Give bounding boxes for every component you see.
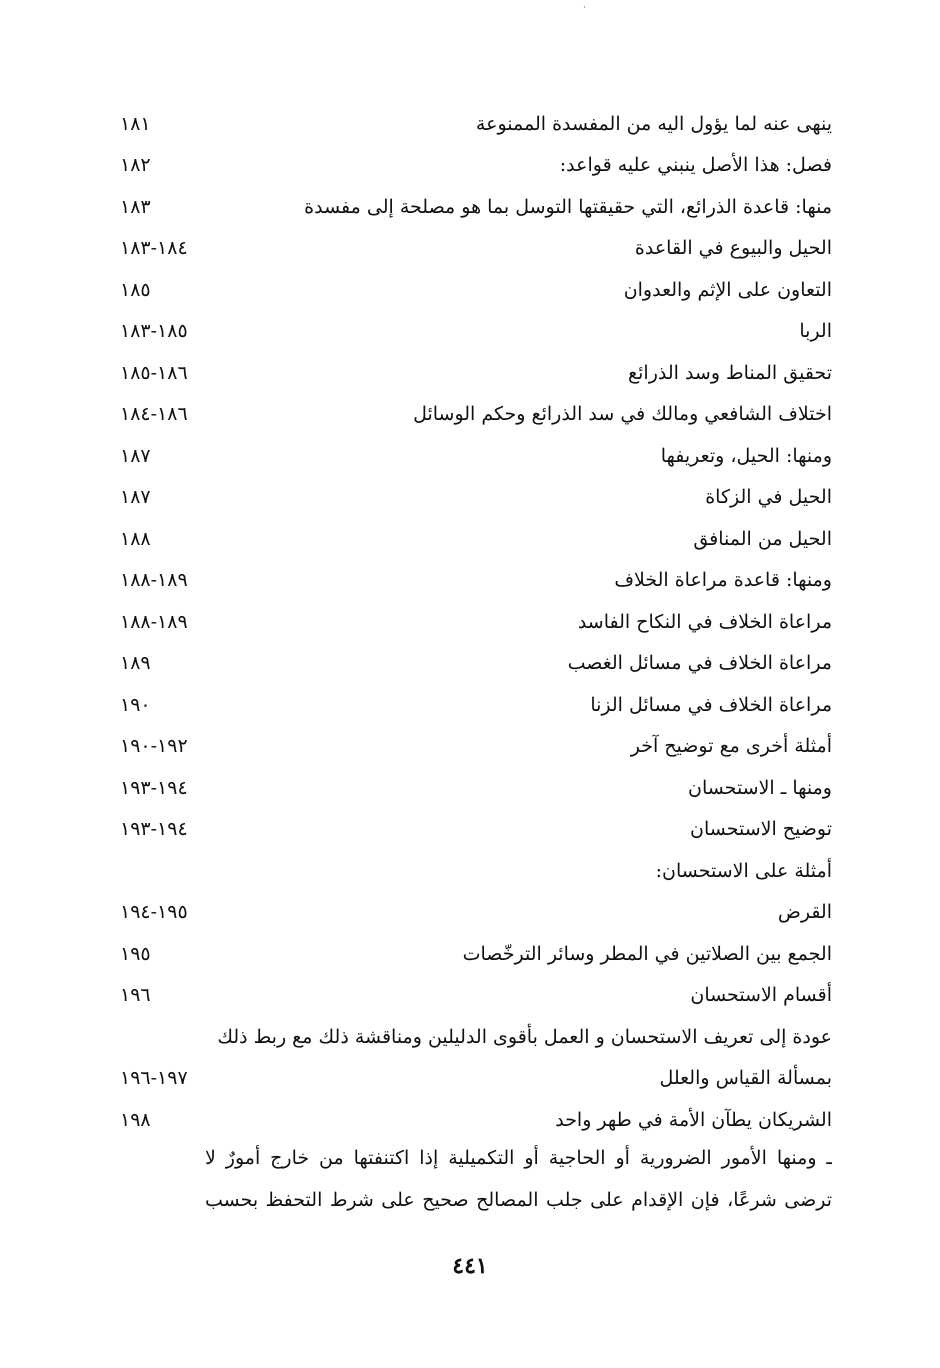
toc-entry-pages: ١٩٦ bbox=[120, 984, 151, 1007]
toc-entry-title: فصل: هذا الأصل ينبني عليه قواعد: bbox=[559, 154, 832, 177]
toc-entry-title: مراعاة الخلاف في مسائل الزنا bbox=[590, 693, 832, 716]
toc-entry-pages: ١٩٤-١٩٣ bbox=[120, 818, 188, 841]
toc-entry bbox=[120, 394, 832, 436]
toc-entry-title: مراعاة الخلاف في النكاح الفاسد bbox=[577, 610, 832, 633]
toc-entry-title: الربا bbox=[799, 320, 832, 343]
toc-entry-pages: ١٨١ bbox=[120, 112, 151, 135]
toc-entry bbox=[120, 352, 832, 394]
toc-entry-title: عودة إلى تعريف الاستحسان و العمل بأقوى الدليلين ومناقشة ذلك مع ربط ذلك bbox=[217, 1025, 832, 1048]
toc-entry bbox=[120, 1099, 832, 1141]
toc-entry-title: تحقيق المناط وسد الذرائع bbox=[628, 361, 832, 384]
toc-entry bbox=[120, 601, 832, 643]
toc-entry-pages: ١٨٩ bbox=[120, 652, 151, 675]
toc-entry bbox=[120, 933, 832, 975]
toc-entry-title: منها: قاعدة الذرائع، التي حقيقتها التوسل بما هو مصلحة إلى مفسدة bbox=[304, 195, 832, 218]
page-number: ٤٤١ bbox=[452, 1253, 488, 1279]
toc-entry-title: أقسام الاستحسان bbox=[690, 984, 832, 1007]
toc-entry bbox=[120, 767, 832, 809]
paragraph-line: ـ ومنها الأمور الضرورية أو الحاجية أو التكميلية إذا اكتنفتها من خارج أمورٌ لا bbox=[205, 1147, 832, 1169]
toc-entry bbox=[120, 228, 832, 270]
toc-entry-pages: ١٩٢-١٩٠ bbox=[120, 735, 188, 758]
paragraph-line: ترضى شرعًا، فإن الإقدام على جلب المصالح صحيح على شرط التحفظ بحسب bbox=[205, 1188, 832, 1211]
toc-entry-pages: ١٨٨ bbox=[120, 527, 151, 550]
toc-entry bbox=[120, 809, 832, 851]
toc-entry-title: أمثلة أخرى مع توضيح آخر bbox=[630, 735, 832, 758]
toc-entry bbox=[120, 643, 832, 685]
toc-entry-title: الحيل والبيوع في القاعدة bbox=[634, 237, 832, 260]
toc-list bbox=[120, 103, 832, 1141]
toc-entry-pages: ١٩٥-١٩٤ bbox=[120, 901, 188, 924]
toc-entry-pages: ١٨٩-١٨٨ bbox=[120, 569, 188, 592]
toc-entry-pages: ١٩٨ bbox=[120, 1108, 151, 1131]
toc-entry-title: الجمع بين الصلاتين في المطر وسائر الترخّصات bbox=[462, 942, 832, 965]
toc-entry-title: ومنها ـ الاستحسان bbox=[687, 776, 832, 799]
toc-entry bbox=[120, 269, 832, 311]
toc-entry bbox=[120, 518, 832, 560]
toc-entry bbox=[120, 103, 832, 145]
toc-entry-pages: ١٩٥ bbox=[120, 942, 151, 965]
toc-entry-title: ومنها: الحيل، وتعريفها bbox=[660, 444, 832, 467]
toc-entry-title: مراعاة الخلاف في مسائل الغصب bbox=[567, 652, 832, 675]
toc-entry-pages: ١٩٠ bbox=[120, 693, 151, 716]
toc-entry-pages: ١٨٧ bbox=[120, 444, 151, 467]
toc-entry-title: أمثلة على الاستحسان: bbox=[655, 859, 832, 882]
toc-entry-title: ينهى عنه لما يؤول اليه من المفسدة الممنوعة bbox=[475, 112, 832, 135]
toc-entry-pages: ١٨٢ bbox=[120, 154, 151, 177]
toc-entry-title: الشريكان يطآن الأمة في طهر واحد bbox=[555, 1108, 832, 1131]
toc-entry bbox=[120, 311, 832, 353]
toc-entry bbox=[120, 1058, 832, 1100]
toc-entry-title: الحيل في الزكاة bbox=[705, 486, 832, 509]
toc-entry-title: التعاون على الإثم والعدوان bbox=[623, 278, 832, 301]
toc-entry-pages: ١٨٩-١٨٨ bbox=[120, 610, 188, 633]
toc-entry bbox=[120, 684, 832, 726]
toc-entry-title: الحيل من المنافق bbox=[693, 527, 832, 550]
toc-entry bbox=[120, 975, 832, 1017]
toc-entry-pages: ١٩٧-١٩٦ bbox=[120, 1067, 188, 1090]
paragraph bbox=[205, 1138, 832, 1221]
toc-entry bbox=[120, 477, 832, 519]
toc-entry-pages: ١٨٦-١٨٤ bbox=[120, 403, 188, 426]
toc-entry-title: اختلاف الشافعي ومالك في سد الذرائع وحكم الوسائل bbox=[413, 403, 832, 426]
toc-entry bbox=[120, 435, 832, 477]
toc-entry bbox=[120, 850, 832, 892]
toc-entry-pages: ١٨٥-١٨٣ bbox=[120, 320, 188, 343]
toc-entry-pages: ١٨٦-١٨٥ bbox=[120, 361, 188, 384]
toc-entry bbox=[120, 892, 832, 934]
toc-entry-title: القرض bbox=[777, 901, 832, 924]
toc-entry-pages: ١٨٣ bbox=[120, 195, 151, 218]
toc-entry bbox=[120, 560, 832, 602]
toc-entry-title: بمسألة القياس والعلل bbox=[659, 1067, 832, 1090]
toc-entry-pages: ١٨٧ bbox=[120, 486, 151, 509]
top-mark: ˙ bbox=[582, 6, 587, 17]
toc-entry-title: توضيح الاستحسان bbox=[690, 818, 832, 841]
toc-entry-title: ومنها: قاعدة مراعاة الخلاف bbox=[614, 569, 832, 592]
toc-entry-pages: ١٨٤-١٨٣ bbox=[120, 237, 188, 260]
toc-entry bbox=[120, 186, 832, 228]
toc-entry-pages: ١٨٥ bbox=[120, 278, 151, 301]
toc-entry-pages: ١٩٤-١٩٣ bbox=[120, 776, 188, 799]
toc-entry bbox=[120, 726, 832, 768]
toc-entry bbox=[120, 1016, 832, 1058]
toc-entry bbox=[120, 145, 832, 187]
